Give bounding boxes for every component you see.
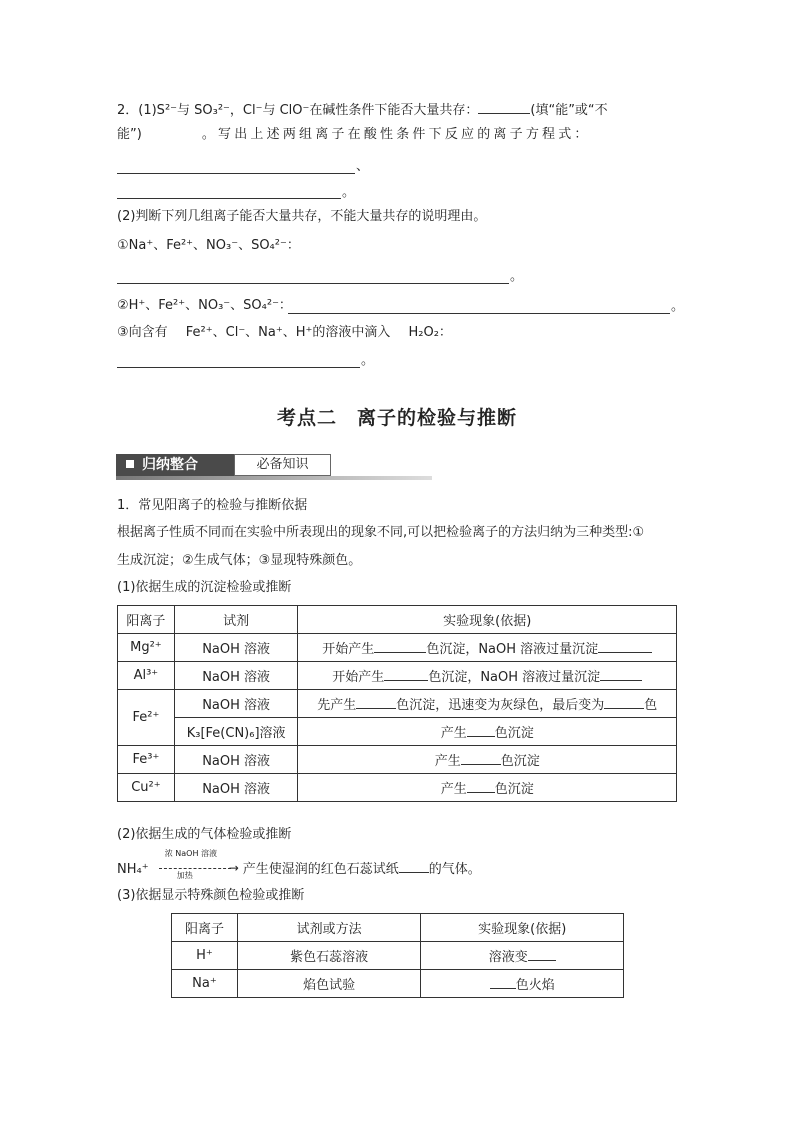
- obs-text: 色沉淀: [494, 726, 534, 741]
- precipitate-table: [117, 605, 677, 802]
- reagent-cell: K₃[Fe(CN)₆]溶液: [174, 718, 298, 746]
- banner-main-label: 归纳整合: [142, 457, 198, 473]
- observation-cell: [298, 634, 677, 662]
- obs-text: 产生: [440, 782, 467, 797]
- obs-text: 色沉淀: [494, 782, 534, 797]
- q2-item3: ③向含有 Fe²⁺、Cl⁻、Na⁺、H⁺的溶液中滴入 H₂O₂：: [117, 325, 452, 340]
- ion-cell: H⁺: [172, 942, 238, 970]
- reagent-cell: 紫色石蕊溶液: [237, 942, 421, 970]
- square-icon: [126, 460, 134, 468]
- table-header-row: [172, 914, 624, 942]
- answer-blank[interactable]: [478, 100, 530, 114]
- answer-blank[interactable]: [490, 975, 516, 989]
- obs-text: 色沉淀，NaOH 溶液过量沉淀: [426, 642, 599, 657]
- reagent-cell: NaOH 溶液: [174, 774, 298, 802]
- obs-text: 先产生: [317, 698, 357, 713]
- section-title: 考点二 离子的检验与推断: [276, 407, 517, 429]
- s1-sub1-heading: (1)依据生成的沉淀检验或推断: [117, 580, 292, 595]
- q2-line2: [117, 126, 591, 144]
- header-cell: 阳离子: [172, 914, 238, 942]
- s3-heading: (3)依据显示特殊颜色检验或推断: [117, 888, 305, 903]
- answer-line[interactable]: [117, 173, 355, 174]
- table-row: [118, 718, 677, 746]
- observation-cell: [298, 718, 677, 746]
- period: 。: [671, 299, 685, 314]
- ion-cell: Cu²⁺: [118, 774, 175, 802]
- answer-line[interactable]: [117, 198, 341, 199]
- obs-text: 色: [644, 698, 658, 713]
- nh4-test-tail: 的气体。: [428, 862, 481, 877]
- q2-item2: ②H⁺、Fe²⁺、NO₃⁻、SO₄²⁻：: [117, 298, 292, 313]
- table-row: [172, 942, 624, 970]
- observation-cell: [421, 942, 624, 970]
- comma: 、: [356, 159, 370, 174]
- header-cell: 实验现象(依据): [421, 914, 624, 942]
- answer-blank[interactable]: [604, 695, 644, 709]
- table-row: [172, 970, 624, 998]
- ion-cell: Fe³⁺: [118, 746, 175, 774]
- ion-cell: Mg²⁺: [118, 634, 175, 662]
- answer-blank[interactable]: [528, 947, 556, 961]
- period: 。: [510, 269, 524, 284]
- table-header-row: [118, 606, 677, 634]
- q2-part2-intro: (2)判断下列几组离子能否大量共存，不能大量共存的说明理由。: [117, 209, 487, 224]
- banner-main: [116, 454, 234, 476]
- arrow-condition-bottom: 加热: [176, 871, 193, 880]
- obs-text: 溶液变: [488, 950, 528, 965]
- obs-text: 产生: [440, 726, 467, 741]
- s1-paragraph-line1: 根据离子性质不同而在实验中所表现出的现象不同,可以把检验离子的方法归纳为三种类型:①: [117, 525, 645, 540]
- header-cell: 试剂或方法: [237, 914, 421, 942]
- obs-text: 色沉淀，NaOH 溶液过量沉淀: [428, 670, 601, 685]
- answer-blank[interactable]: [600, 667, 642, 681]
- obs-text: 色火焰: [515, 978, 555, 993]
- observation-cell: [298, 746, 677, 774]
- table-row: [118, 662, 677, 690]
- section-banner: [116, 454, 432, 478]
- reagent-cell: NaOH 溶液: [174, 662, 298, 690]
- obs-text: 产生: [434, 754, 461, 769]
- obs-text: 色沉淀: [500, 754, 540, 769]
- obs-text: 色沉淀，迅速变为灰绿色，最后变为: [396, 698, 605, 713]
- answer-blank[interactable]: [374, 639, 426, 653]
- answer-blank[interactable]: [598, 639, 652, 653]
- table-row: [118, 774, 677, 802]
- answer-line[interactable]: [117, 367, 360, 368]
- answer-blank[interactable]: [384, 667, 428, 681]
- reagent-cell: NaOH 溶液: [174, 690, 298, 718]
- nh4-test-line: [117, 849, 481, 880]
- answer-line[interactable]: [117, 283, 509, 284]
- table-row: [118, 690, 677, 718]
- reaction-arrow: [153, 849, 243, 880]
- ion-cell: Al³⁺: [118, 662, 175, 690]
- banner-sub-label: 必备知识: [234, 454, 331, 476]
- observation-cell: [298, 662, 677, 690]
- answer-blank[interactable]: [461, 751, 501, 765]
- observation-cell: [421, 970, 624, 998]
- period: 。: [361, 353, 375, 368]
- q2-item1: ①Na⁺、Fe²⁺、NO₃⁻、SO₄²⁻：: [117, 238, 300, 253]
- q2-line2-a: 能”): [117, 127, 142, 142]
- header-cell: 试剂: [174, 606, 298, 634]
- s1-heading: 1．常见阳离子的检验与推断依据: [117, 498, 308, 513]
- q2-line1-text: 2．(1)S²⁻与 SO₃²⁻，Cl⁻与 ClO⁻在碱性条件下能否大量共存：: [117, 103, 479, 118]
- table-row: [118, 634, 677, 662]
- reagent-cell: 焰色试验: [237, 970, 421, 998]
- answer-blank[interactable]: [467, 779, 495, 793]
- period: 。: [342, 185, 356, 200]
- q2-line1-tail: (填“能”或“不: [530, 103, 608, 118]
- obs-text: 开始产生: [332, 670, 385, 685]
- nh4-test-text: 产生使湿润的红色石蕊试纸: [242, 862, 399, 877]
- q2-line2-b: 。写出上述两组离子在酸性条件下反应的离子方程式：: [201, 127, 591, 142]
- observation-cell: [298, 774, 677, 802]
- answer-blank[interactable]: [356, 695, 396, 709]
- ion-cell: Na⁺: [172, 970, 238, 998]
- nh4-ion: NH₄⁺: [117, 862, 149, 877]
- answer-blank[interactable]: [467, 723, 495, 737]
- observation-cell: [298, 690, 677, 718]
- answer-line[interactable]: [288, 313, 670, 314]
- arrow-head-icon: →: [228, 861, 239, 875]
- header-cell: 实验现象(依据): [298, 606, 677, 634]
- color-table: [171, 913, 624, 998]
- header-cell: 阳离子: [118, 606, 175, 634]
- s1-paragraph-line2: 生成沉淀；②生成气体；③显现特殊颜色。: [117, 553, 362, 568]
- table-row: [118, 746, 677, 774]
- banner-bar: [116, 476, 432, 480]
- ion-cell: Fe²⁺: [118, 690, 175, 746]
- arrow-shaft: [159, 868, 231, 869]
- arrow-condition-top: 浓 NaOH 溶液: [164, 849, 218, 858]
- reagent-cell: NaOH 溶液: [174, 746, 298, 774]
- obs-text: 开始产生: [322, 642, 375, 657]
- answer-blank[interactable]: [399, 859, 429, 873]
- reagent-cell: NaOH 溶液: [174, 634, 298, 662]
- s2-heading: (2)依据生成的气体检验或推断: [117, 827, 292, 842]
- q2-line1: [117, 100, 608, 120]
